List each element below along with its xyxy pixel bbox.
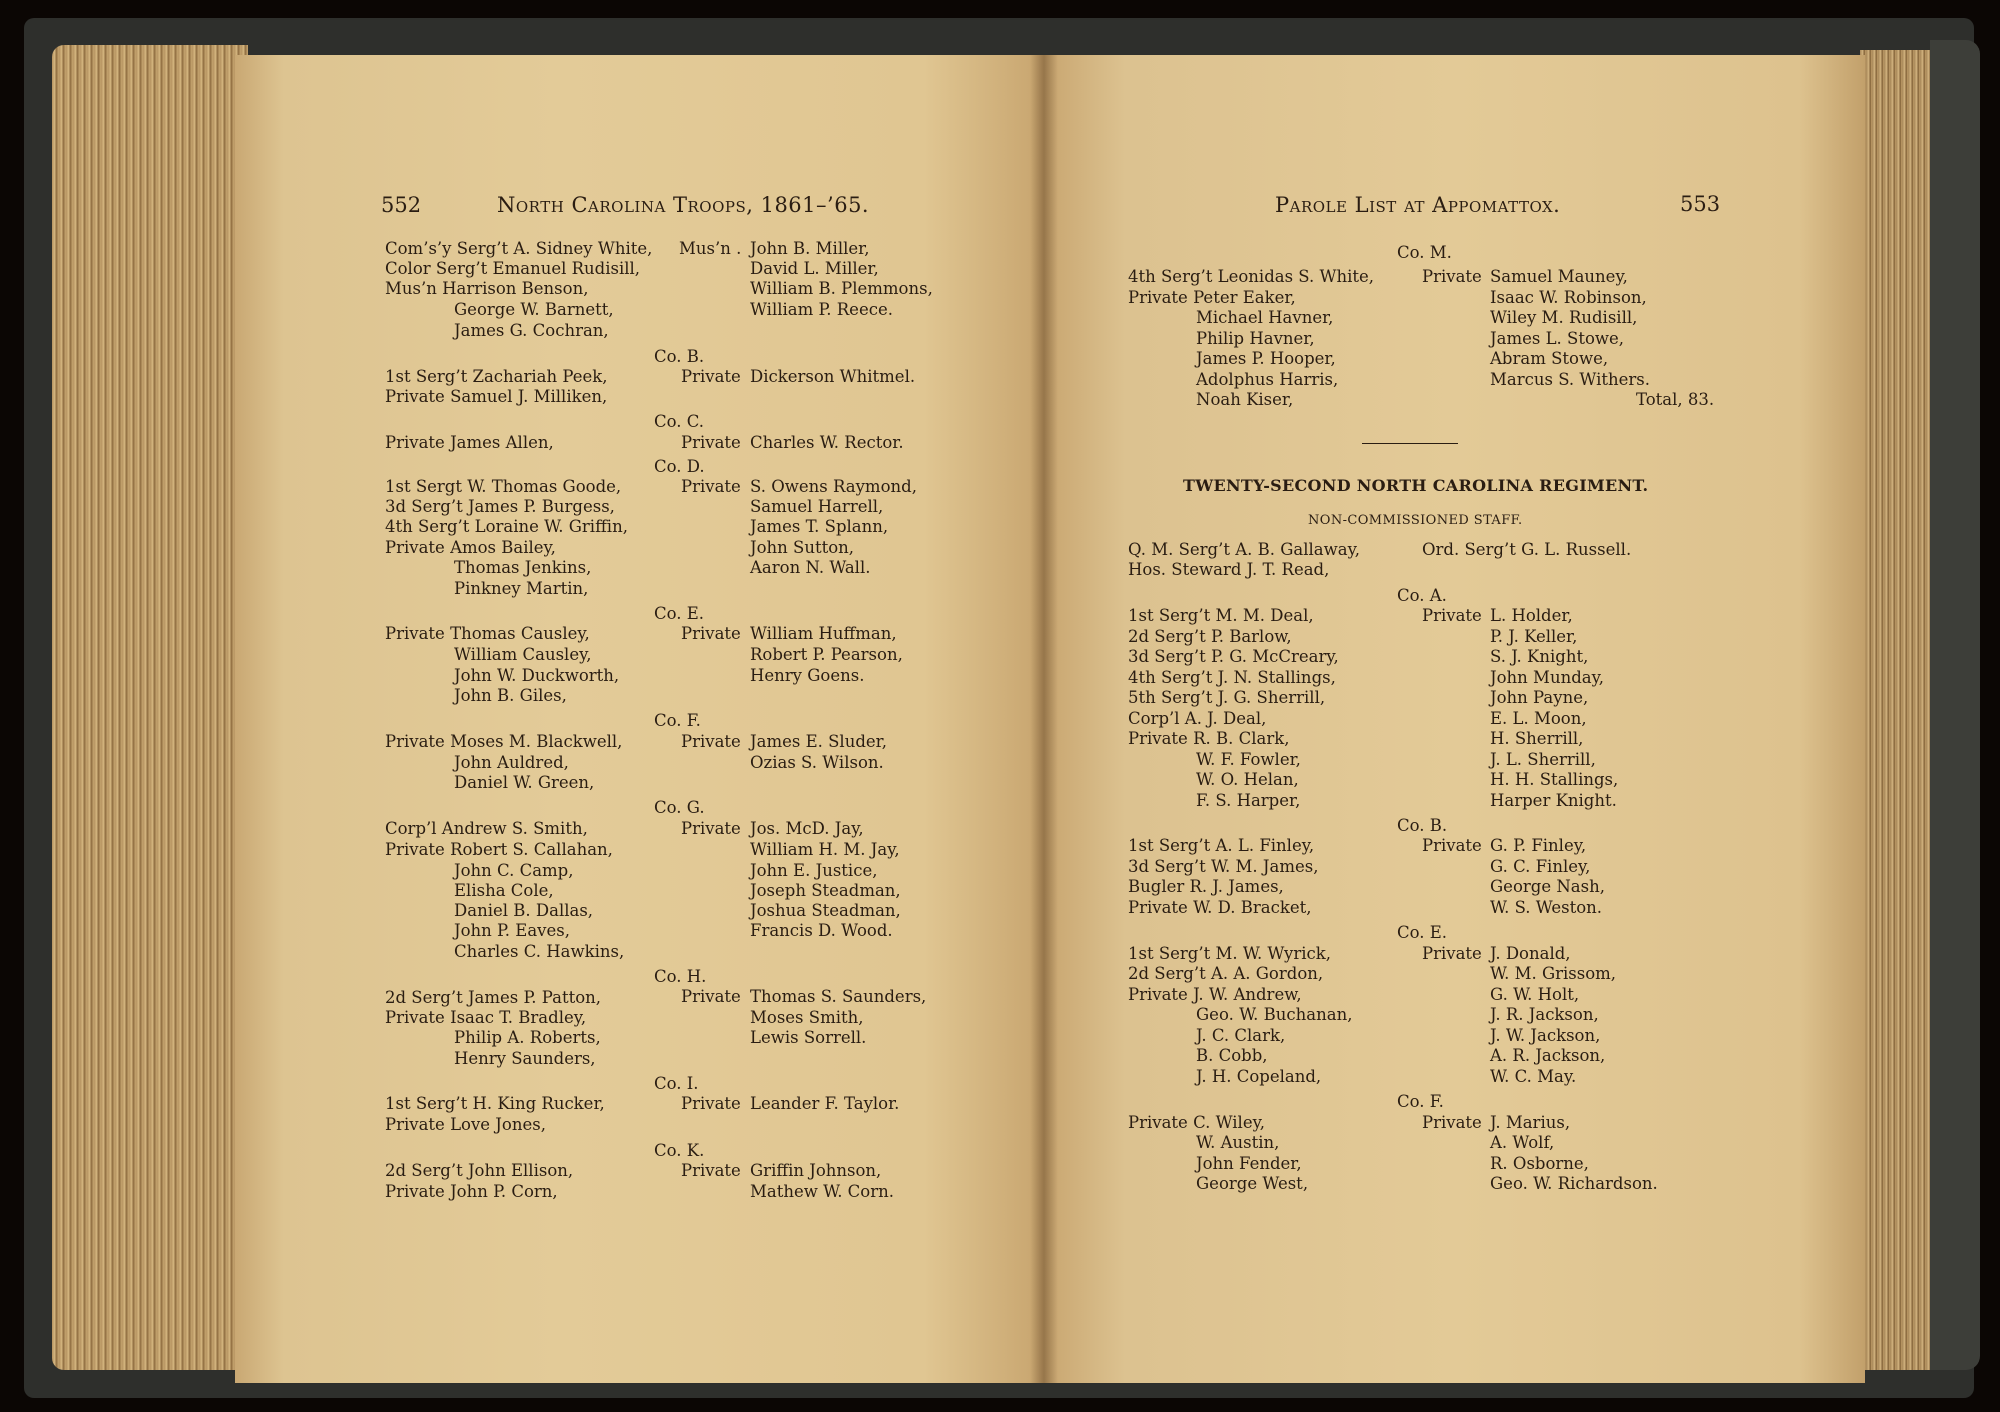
roster-rank: Private <box>681 987 741 1006</box>
roster-entry: Bugler R. J. James, <box>1128 877 1284 896</box>
roster-entry: Abram Stowe, <box>1490 349 1609 368</box>
roster-entry: 1st Sergt W. Thomas Goode, <box>385 477 622 496</box>
roster-entry: Isaac W. Robinson, <box>1490 288 1647 307</box>
roster-entry: John W. Duckworth, <box>454 666 620 685</box>
roster-entry: 4th Serg’t Loraine W. Griffin, <box>385 517 628 536</box>
roster-entry: Ozias S. Wilson. <box>750 753 884 772</box>
roster-entry: James L. Stowe, <box>1490 329 1625 348</box>
roster-entry: S. Owens Raymond, <box>750 477 917 496</box>
company-heading: Co. M. <box>1397 243 1452 262</box>
roster-entry: Elisha Cole, <box>454 881 554 900</box>
roster-entry: 4th Serg’t Leonidas S. White, <box>1128 267 1375 286</box>
roster-entry: John B. Giles, <box>454 686 567 705</box>
roster-entry: James G. Cochran, <box>454 321 609 340</box>
roster-entry: Charles C. Hawkins, <box>454 942 625 961</box>
page-edges-right <box>1860 50 1930 1370</box>
running-title: Parole List at Appomattox. <box>1275 193 1561 217</box>
roster-entry: 3d Serg’t W. M. James, <box>1128 857 1319 876</box>
roster-entry: 5th Serg’t J. G. Sherrill, <box>1128 688 1326 707</box>
roster-entry: Wiley M. Rudisill, <box>1490 308 1638 327</box>
company-heading: Co. B. <box>654 347 705 366</box>
roster-entry: Corp’l A. J. Deal, <box>1128 709 1267 728</box>
company-heading: Co. E. <box>1397 923 1448 942</box>
company-heading: Co. H. <box>654 967 707 986</box>
roster-entry: David L. Miller, <box>750 259 879 278</box>
roster-entry: John Fender, <box>1196 1154 1302 1173</box>
roster-entry: Daniel B. Dallas, <box>454 901 594 920</box>
roster-entry: Private James Allen, <box>385 433 554 452</box>
roster-entry: S. J. Knight, <box>1490 647 1589 666</box>
staff-title: NON-COMMISSIONED STAFF. <box>1308 513 1523 528</box>
total-count: Total, 83. <box>1636 390 1715 409</box>
roster-entry: 2d Serg’t P. Barlow, <box>1128 627 1292 646</box>
roster-entry: Francis D. Wood. <box>750 921 893 940</box>
roster-entry: 1st Serg’t M. W. Wyrick, <box>1128 944 1331 963</box>
roster-entry: J. Marius, <box>1490 1113 1571 1132</box>
roster-entry: E. L. Moon, <box>1490 709 1587 728</box>
roster-entry: G. W. Holt, <box>1490 985 1580 1004</box>
roster-entry: W. S. Weston. <box>1490 898 1603 917</box>
roster-entry: Geo. W. Richardson. <box>1490 1174 1658 1193</box>
company-heading: Co. A. <box>1397 586 1447 605</box>
roster-entry: George West, <box>1196 1174 1309 1193</box>
roster-entry: 3d Serg’t P. G. McCreary, <box>1128 647 1339 666</box>
roster-entry: W. M. Grissom, <box>1490 964 1617 983</box>
roster-entry: Private W. D. Bracket, <box>1128 898 1312 917</box>
roster-entry: 2d Serg’t James P. Patton, <box>385 988 602 1007</box>
roster-entry: 2d Serg’t A. A. Gordon, <box>1128 964 1324 983</box>
roster-entry: Marcus S. Withers. <box>1490 370 1650 389</box>
company-heading: Co. K. <box>654 1141 705 1160</box>
roster-rank: Private <box>1422 836 1482 855</box>
roster-entry: John B. Miller, <box>750 239 870 258</box>
roster-entry: 3d Serg’t James P. Burgess, <box>385 497 615 516</box>
roster-entry: 1st Serg’t M. M. Deal, <box>1128 606 1314 625</box>
roster-rank: Mus’n . <box>679 239 742 258</box>
roster-entry: A. Wolf, <box>1490 1133 1555 1152</box>
roster-rank: Private <box>681 1094 741 1113</box>
roster-entry: William P. Reece. <box>750 300 893 319</box>
roster-entry: Private Peter Eaker, <box>1128 288 1296 307</box>
company-heading: Co. G. <box>654 798 705 817</box>
page-number: 553 <box>1680 192 1721 216</box>
running-title: North Carolina Troops, 1861–’65. <box>497 193 870 217</box>
book-cover-edge <box>1930 40 1980 1370</box>
roster-entry: William B. Plemmons, <box>750 279 933 298</box>
roster-entry: Private Samuel J. Milliken, <box>385 387 608 406</box>
roster-rank: Private <box>1422 944 1482 963</box>
roster-entry: Corp’l Andrew S. Smith, <box>385 819 588 838</box>
roster-entry: Private J. W. Andrew, <box>1128 985 1302 1004</box>
roster-entry: Private John P. Corn, <box>385 1182 558 1201</box>
roster-rank: Private <box>681 732 741 751</box>
company-heading: Co. C. <box>654 412 705 431</box>
company-heading: Co. F. <box>654 711 701 730</box>
roster-entry: John E. Justice, <box>750 861 878 880</box>
roster-entry: Joshua Steadman, <box>750 901 901 920</box>
roster-rank: Private <box>681 1161 741 1180</box>
roster-entry: Ord. Serg’t G. L. Russell. <box>1422 540 1632 559</box>
roster-entry: Private C. Wiley, <box>1128 1113 1265 1132</box>
roster-entry: Henry Goens. <box>750 666 865 685</box>
roster-entry: George W. Barnett, <box>454 300 614 319</box>
section-divider <box>1362 443 1458 444</box>
page-number: 552 <box>381 193 422 217</box>
roster-entry: Hos. Steward J. T. Read, <box>1128 560 1330 579</box>
roster-entry: R. Osborne, <box>1490 1154 1589 1173</box>
company-heading: Co. B. <box>1397 816 1448 835</box>
roster-rank: Private <box>681 624 741 643</box>
roster-entry: 1st Serg’t A. L. Finley, <box>1128 836 1315 855</box>
roster-entry: L. Holder, <box>1490 606 1573 625</box>
company-heading: Co. F. <box>1397 1092 1444 1111</box>
roster-entry: F. S. Harper, <box>1196 791 1301 810</box>
book-gutter <box>1030 55 1058 1383</box>
company-heading: Co. D. <box>654 457 705 476</box>
roster-entry: Thomas S. Saunders, <box>750 987 927 1006</box>
roster-rank: Private <box>1422 1113 1482 1132</box>
roster-entry: Philip A. Roberts, <box>454 1028 601 1047</box>
roster-entry: Geo. W. Buchanan, <box>1196 1005 1353 1024</box>
roster-entry: J. Donald, <box>1490 944 1571 963</box>
roster-entry: 1st Serg’t H. King Rucker, <box>385 1094 605 1113</box>
roster-entry: G. C. Finley, <box>1490 857 1591 876</box>
roster-entry: John Auldred, <box>454 753 569 772</box>
roster-entry: Q. M. Serg’t A. B. Gallaway, <box>1128 540 1360 559</box>
roster-entry: Mus’n Harrison Benson, <box>385 279 589 298</box>
roster-entry: Private Amos Bailey, <box>385 538 556 557</box>
roster-entry: Mathew W. Corn. <box>750 1182 895 1201</box>
roster-rank: Private <box>1422 606 1482 625</box>
roster-entry: W. O. Helan, <box>1196 770 1299 789</box>
roster-entry: A. R. Jackson, <box>1490 1046 1606 1065</box>
roster-entry: Charles W. Rector. <box>750 433 904 452</box>
roster-entry: Noah Kiser, <box>1196 390 1294 409</box>
roster-entry: William Causley, <box>454 645 592 664</box>
page-edges-left <box>52 45 248 1370</box>
company-heading: Co. I. <box>654 1074 699 1093</box>
roster-entry: John Sutton, <box>750 538 855 557</box>
roster-entry: John Munday, <box>1490 668 1604 687</box>
roster-entry: H. Sherrill, <box>1490 729 1584 748</box>
roster-entry: Color Serg’t Emanuel Rudisill, <box>385 259 641 278</box>
roster-entry: James E. Sluder, <box>750 732 887 751</box>
roster-entry: Moses Smith, <box>750 1008 864 1027</box>
roster-entry: Jos. McD. Jay, <box>750 819 864 838</box>
roster-rank: Private <box>681 477 741 496</box>
roster-entry: Griffin Johnson, <box>750 1161 882 1180</box>
roster-entry: Joseph Steadman, <box>750 881 901 900</box>
roster-entry: Michael Havner, <box>1196 308 1334 327</box>
roster-entry: Adolphus Harris, <box>1196 370 1339 389</box>
roster-entry: Private Thomas Causley, <box>385 624 590 643</box>
roster-entry: J. R. Jackson, <box>1490 1005 1599 1024</box>
roster-entry: James T. Splann, <box>750 517 889 536</box>
company-heading: Co. E. <box>654 604 705 623</box>
roster-rank: Private <box>1422 267 1482 286</box>
roster-entry: Private Robert S. Callahan, <box>385 840 613 859</box>
roster-entry: Private Isaac T. Bradley, <box>385 1008 587 1027</box>
roster-entry: Private Love Jones, <box>385 1115 546 1134</box>
roster-entry: P. J. Keller, <box>1490 627 1578 646</box>
roster-entry: George Nash, <box>1490 877 1605 896</box>
roster-entry: J. H. Copeland, <box>1196 1067 1322 1086</box>
roster-entry: William H. M. Jay, <box>750 840 900 859</box>
roster-entry: Leander F. Taylor. <box>750 1094 900 1113</box>
roster-entry: W. Austin, <box>1196 1133 1280 1152</box>
roster-entry: Henry Saunders, <box>454 1049 596 1068</box>
roster-entry: Daniel W. Green, <box>454 773 595 792</box>
roster-entry: John Payne, <box>1490 688 1589 707</box>
roster-entry: Pinkney Martin, <box>454 579 589 598</box>
roster-entry: Thomas Jenkins, <box>454 558 592 577</box>
roster-entry: Samuel Mauney, <box>1490 267 1628 286</box>
roster-entry: Samuel Harrell, <box>750 497 884 516</box>
roster-rank: Private <box>681 433 741 452</box>
roster-entry: Com’s’y Serg’t A. Sidney White, <box>385 239 653 258</box>
roster-entry: Private R. B. Clark, <box>1128 729 1290 748</box>
roster-entry: J. W. Jackson, <box>1490 1026 1601 1045</box>
roster-entry: John P. Eaves, <box>454 921 570 940</box>
roster-entry: Philip Havner, <box>1196 329 1315 348</box>
roster-entry: Private Moses M. Blackwell, <box>385 732 623 751</box>
roster-entry: 4th Serg’t J. N. Stallings, <box>1128 668 1336 687</box>
roster-entry: Dickerson Whitmel. <box>750 367 916 386</box>
roster-entry: 1st Serg’t Zachariah Peek, <box>385 367 608 386</box>
roster-entry: Robert P. Pearson, <box>750 645 903 664</box>
roster-entry: J. L. Sherrill, <box>1490 750 1596 769</box>
roster-entry: B. Cobb, <box>1196 1046 1268 1065</box>
roster-entry: H. H. Stallings, <box>1490 770 1619 789</box>
roster-entry: John C. Camp, <box>454 861 574 880</box>
roster-entry: W. F. Fowler, <box>1196 750 1301 769</box>
roster-entry: William Huffman, <box>750 624 897 643</box>
roster-entry: James P. Hooper, <box>1196 349 1336 368</box>
roster-entry: Harper Knight. <box>1490 791 1617 810</box>
roster-entry: J. C. Clark, <box>1196 1026 1286 1045</box>
roster-entry: Aaron N. Wall. <box>750 558 871 577</box>
roster-entry: 2d Serg’t John Ellison, <box>385 1161 574 1180</box>
roster-rank: Private <box>681 367 741 386</box>
roster-entry: G. P. Finley, <box>1490 836 1587 855</box>
roster-entry: Lewis Sorrell. <box>750 1028 867 1047</box>
roster-rank: Private <box>681 819 741 838</box>
regiment-title: TWENTY-SECOND NORTH CAROLINA REGIMENT. <box>1183 476 1649 495</box>
roster-entry: W. C. May. <box>1490 1067 1577 1086</box>
